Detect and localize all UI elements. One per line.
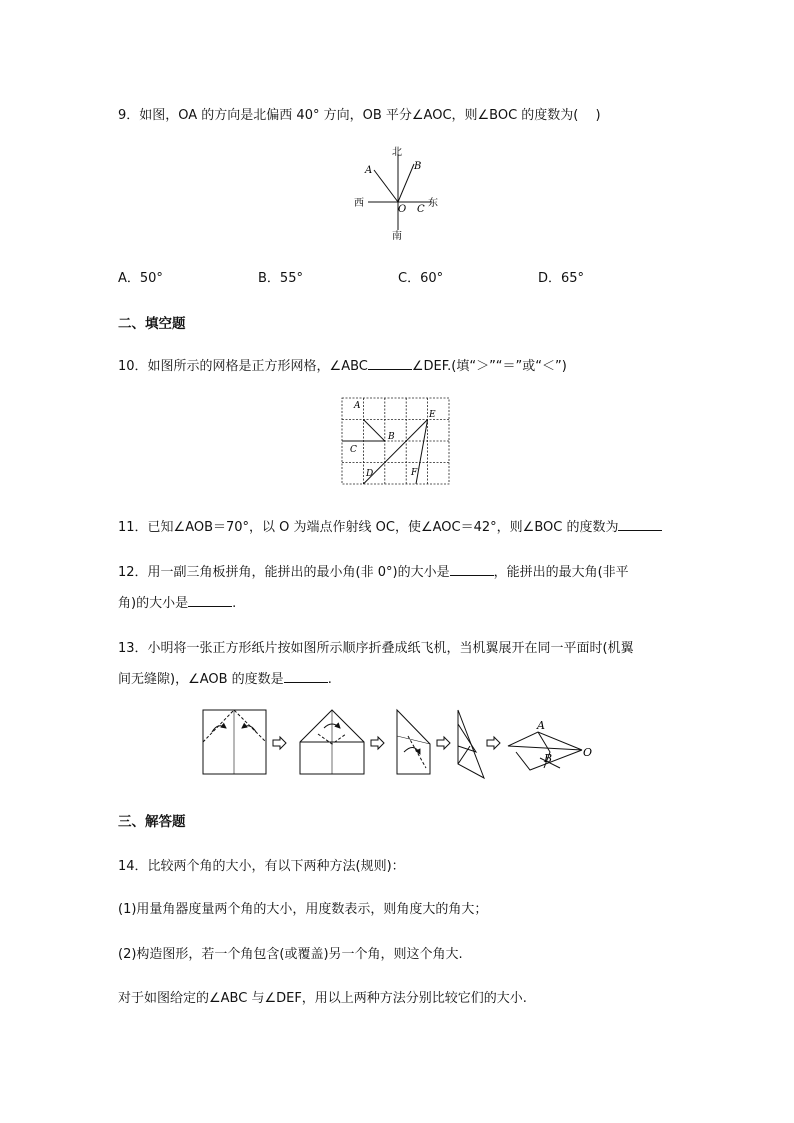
q10-text-after: ∠DEF.(填“＞”“＝”或“＜”) — [411, 359, 567, 374]
label-a: A — [537, 719, 545, 732]
arrow-icon — [371, 737, 384, 749]
label-a: A — [365, 165, 373, 176]
label-o: O — [583, 746, 593, 759]
q9-compass-figure — [350, 142, 450, 242]
q12-text-before: 12．用一副三角板拼角，能拼出的最小角(非 0°)的大小是 — [118, 565, 450, 580]
ray-oa — [374, 170, 398, 202]
q13-line1: 13．小明将一张正方形纸片按如图所示顺序折叠成纸飞机，当机翼展开在同一平面时(机翼 — [118, 641, 634, 656]
q10-text — [118, 355, 567, 374]
q11-text — [118, 516, 662, 535]
q13-line2-after: . — [327, 672, 332, 687]
label-d: D — [366, 469, 374, 479]
q13-folding-figure — [200, 706, 600, 780]
q13-line2-before: 间无缝隙)，∠AOB 的度数是 — [118, 672, 284, 687]
q14-line3: (2)构造图形，若一个角包含(或覆盖)另一个角，则这个角大. — [118, 947, 463, 962]
label-c: C — [417, 204, 425, 215]
q9-option-c: C．60° — [398, 271, 444, 286]
q9-option-b: B．55° — [258, 271, 303, 286]
q14-line4: 对于如图给定的∠ABC 与∠DEF，用以上两种方法分别比较它们的大小. — [118, 991, 527, 1006]
label-f: F — [411, 468, 418, 478]
q12-answer-blank-2 — [188, 594, 232, 607]
segment-ab — [363, 420, 384, 442]
label-east: 东 — [428, 198, 438, 209]
q11-text-before: 11．已知∠AOB＝70°，以 O 为端点作射线 OC，使∠AOC＝42°，则∠BOC 的度数为 — [118, 520, 619, 535]
label-south: 南 — [392, 231, 402, 242]
label-e: E — [429, 410, 436, 420]
q9-option-a: A．50° — [118, 271, 163, 286]
label-o: O — [398, 204, 407, 215]
q12-line1 — [118, 561, 629, 580]
fold-step-2 — [300, 710, 364, 774]
section-solve-title: 三、解答题 — [118, 814, 186, 830]
q12-answer-blank-1 — [450, 563, 494, 576]
fold-step-1 — [203, 710, 266, 774]
q12-line2 — [118, 592, 236, 611]
label-a: A — [354, 401, 361, 411]
q9-option-d: D．65° — [538, 271, 585, 286]
label-west: 西 — [354, 198, 364, 209]
q10-text-before: 10．如图所示的网格是正方形网格，∠ABC — [118, 359, 368, 374]
q11-answer-blank — [618, 518, 662, 531]
q12-line2-before: 角)的大小是 — [118, 596, 189, 611]
label-b: B — [544, 752, 553, 765]
arrow-icon — [487, 737, 500, 749]
q9-text: 9．如图，OA 的方向是北偏西 40° 方向，OB 平分∠AOC，则∠BOC 的度数为( ) — [118, 108, 601, 123]
q10-answer-blank — [368, 357, 412, 370]
q12-line2-after: . — [232, 596, 237, 611]
label-north: 北 — [392, 147, 402, 158]
q14-line1: 14．比较两个角的大小，有以下两种方法(规则)： — [118, 859, 405, 874]
q14-line2: (1)用量角器度量两个角的大小，用度数表示，则角度大的角大； — [118, 902, 488, 917]
label-c: C — [350, 445, 357, 455]
ray-ob — [398, 164, 414, 202]
q13-line2 — [118, 668, 332, 687]
q10-grid-figure — [341, 397, 451, 487]
fold-step-4 — [458, 710, 484, 778]
q13-answer-blank — [284, 670, 328, 683]
label-b: B — [414, 161, 422, 172]
section-fill-in-title: 二、填空题 — [118, 316, 186, 332]
label-b: B — [388, 432, 395, 442]
q12-text-middle: ，能拼出的最大角(非平 — [493, 565, 629, 580]
arrow-icon — [273, 737, 286, 749]
arrow-icon — [437, 737, 450, 749]
fold-step-3 — [397, 710, 430, 774]
